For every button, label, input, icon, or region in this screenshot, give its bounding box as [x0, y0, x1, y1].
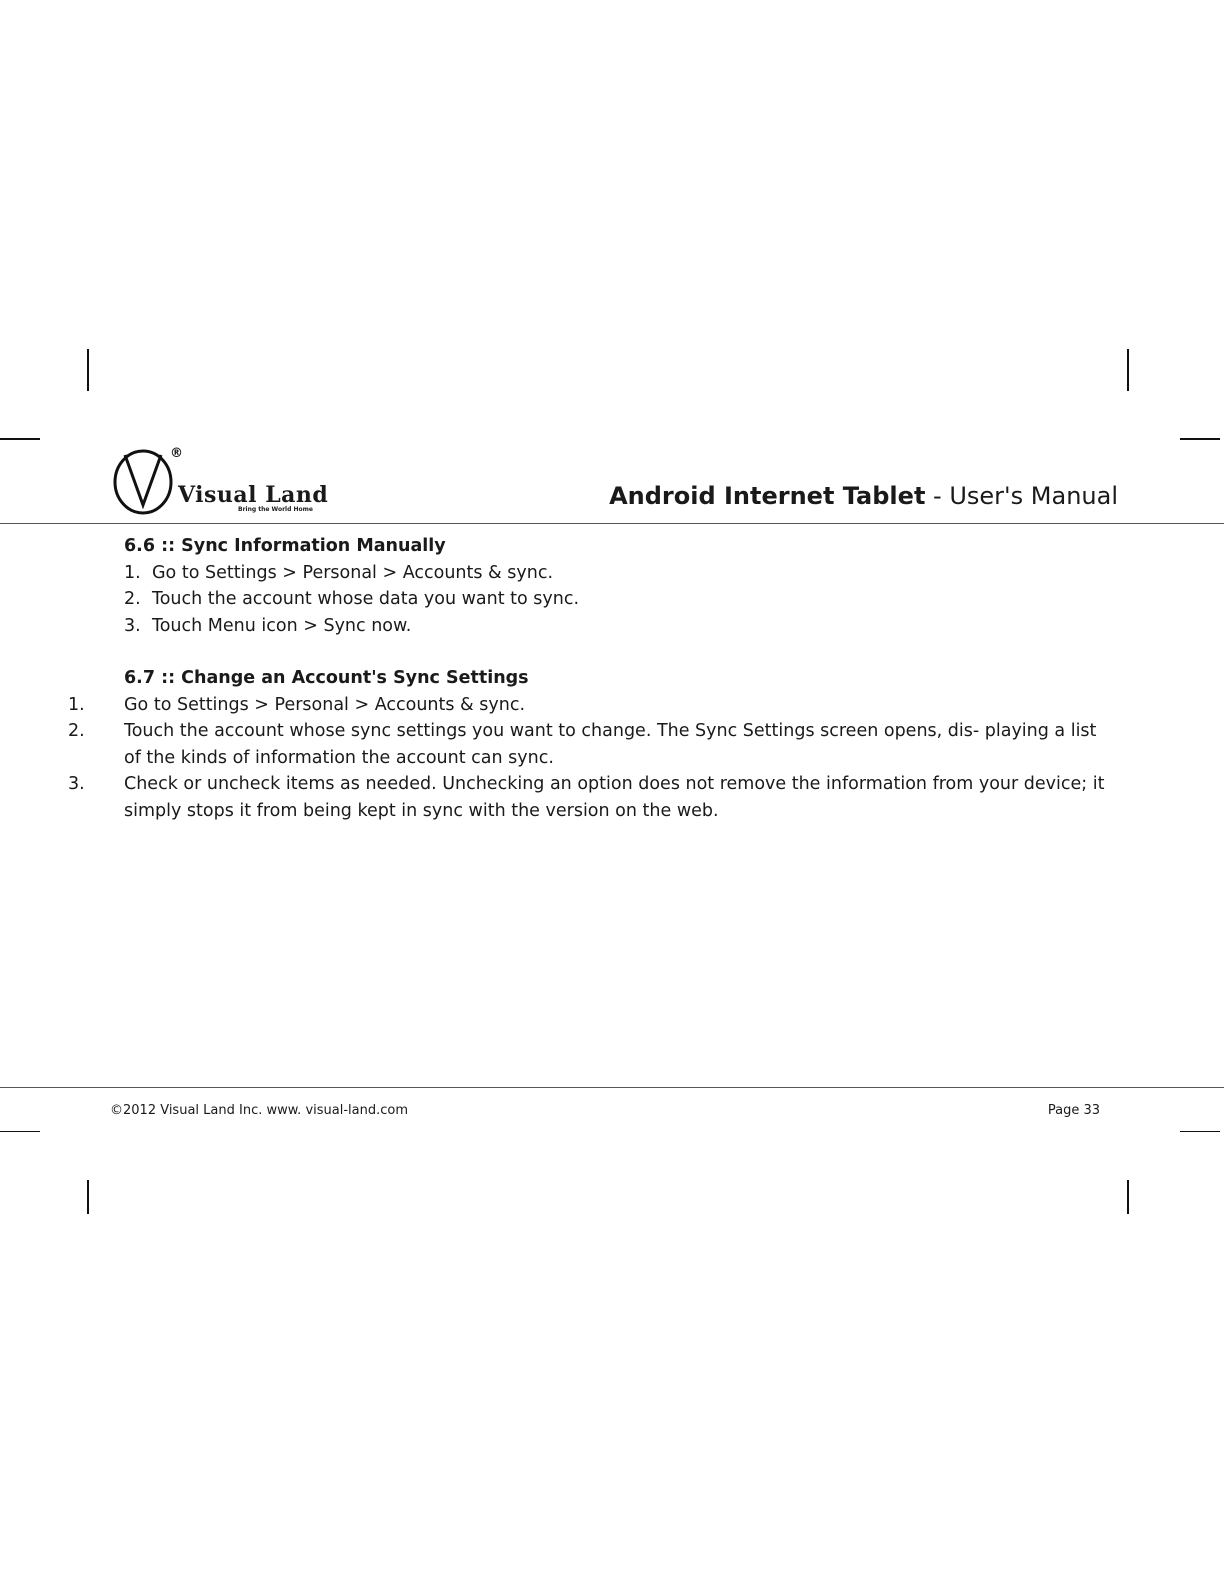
list-item: [68, 692, 1114, 719]
crop-mark-top-right: [1127, 349, 1129, 391]
registered-mark: ®: [170, 446, 183, 461]
crop-mark-top-left: [87, 349, 89, 391]
brand-tagline: Bring the World Home: [238, 506, 313, 513]
page-number: Page 33: [1047, 1103, 1100, 1118]
footer-rule: [0, 1087, 1224, 1088]
step-text: Go to Settings > Personal > Accounts & sync.: [124, 694, 526, 715]
crop-mark-left-lower: [0, 1131, 40, 1132]
list-item: [68, 771, 1114, 824]
header-rule: [0, 523, 1224, 524]
brand-name: Visual Land: [178, 482, 329, 508]
section-6-7: [68, 665, 1114, 824]
crop-mark-right-lower: [1180, 1131, 1220, 1132]
crop-mark-right-upper: [1180, 438, 1220, 440]
section-heading: 6.6 :: Sync Information Manually: [124, 536, 446, 556]
section-heading: 6.7 :: Change an Account's Sync Settings: [124, 668, 529, 688]
step-text: Go to Settings > Personal > Accounts & sync.: [152, 562, 554, 583]
step-list: [124, 560, 1114, 640]
page-header-title: [609, 482, 1118, 510]
step-number: 1.: [124, 562, 141, 583]
list-item: [124, 613, 1114, 640]
step-number: 3.: [124, 615, 141, 636]
list-item: [124, 560, 1114, 587]
step-number: 1.: [68, 694, 85, 715]
footer-copyright: ©2012 Visual Land Inc. www. visual-land.com: [110, 1103, 408, 1118]
step-number: 3.: [68, 774, 85, 794]
step-list: [68, 692, 1114, 825]
crop-mark-bottom-right: [1127, 1180, 1129, 1214]
step-text: Touch Menu icon > Sync now.: [152, 615, 412, 636]
list-item: [68, 718, 1114, 771]
header-title-strong: Android Internet Tablet: [609, 482, 926, 510]
crop-mark-bottom-left: [87, 1180, 89, 1214]
step-number: 2.: [124, 589, 141, 609]
step-text: Touch the account whose data you want to sync.: [152, 589, 580, 609]
manual-content: [68, 533, 1114, 824]
step-text: Check or uncheck items as needed. Unchecking an option does not remove the information from your device; it simply stops it from being kept in sync with the version on the web.: [124, 774, 1105, 821]
step-text: Touch the account whose sync settings you want to change. The Sync Settings screen opens, dis- playing a list of the kinds of information the account can sync.: [124, 721, 1097, 768]
header-title-rest: User's Manual: [949, 482, 1118, 510]
header-title-sep: -: [925, 482, 950, 510]
list-item: [124, 586, 1114, 613]
step-number: 2.: [68, 721, 85, 741]
crop-mark-left-upper: [0, 438, 40, 440]
section-6-6: [124, 533, 1114, 639]
